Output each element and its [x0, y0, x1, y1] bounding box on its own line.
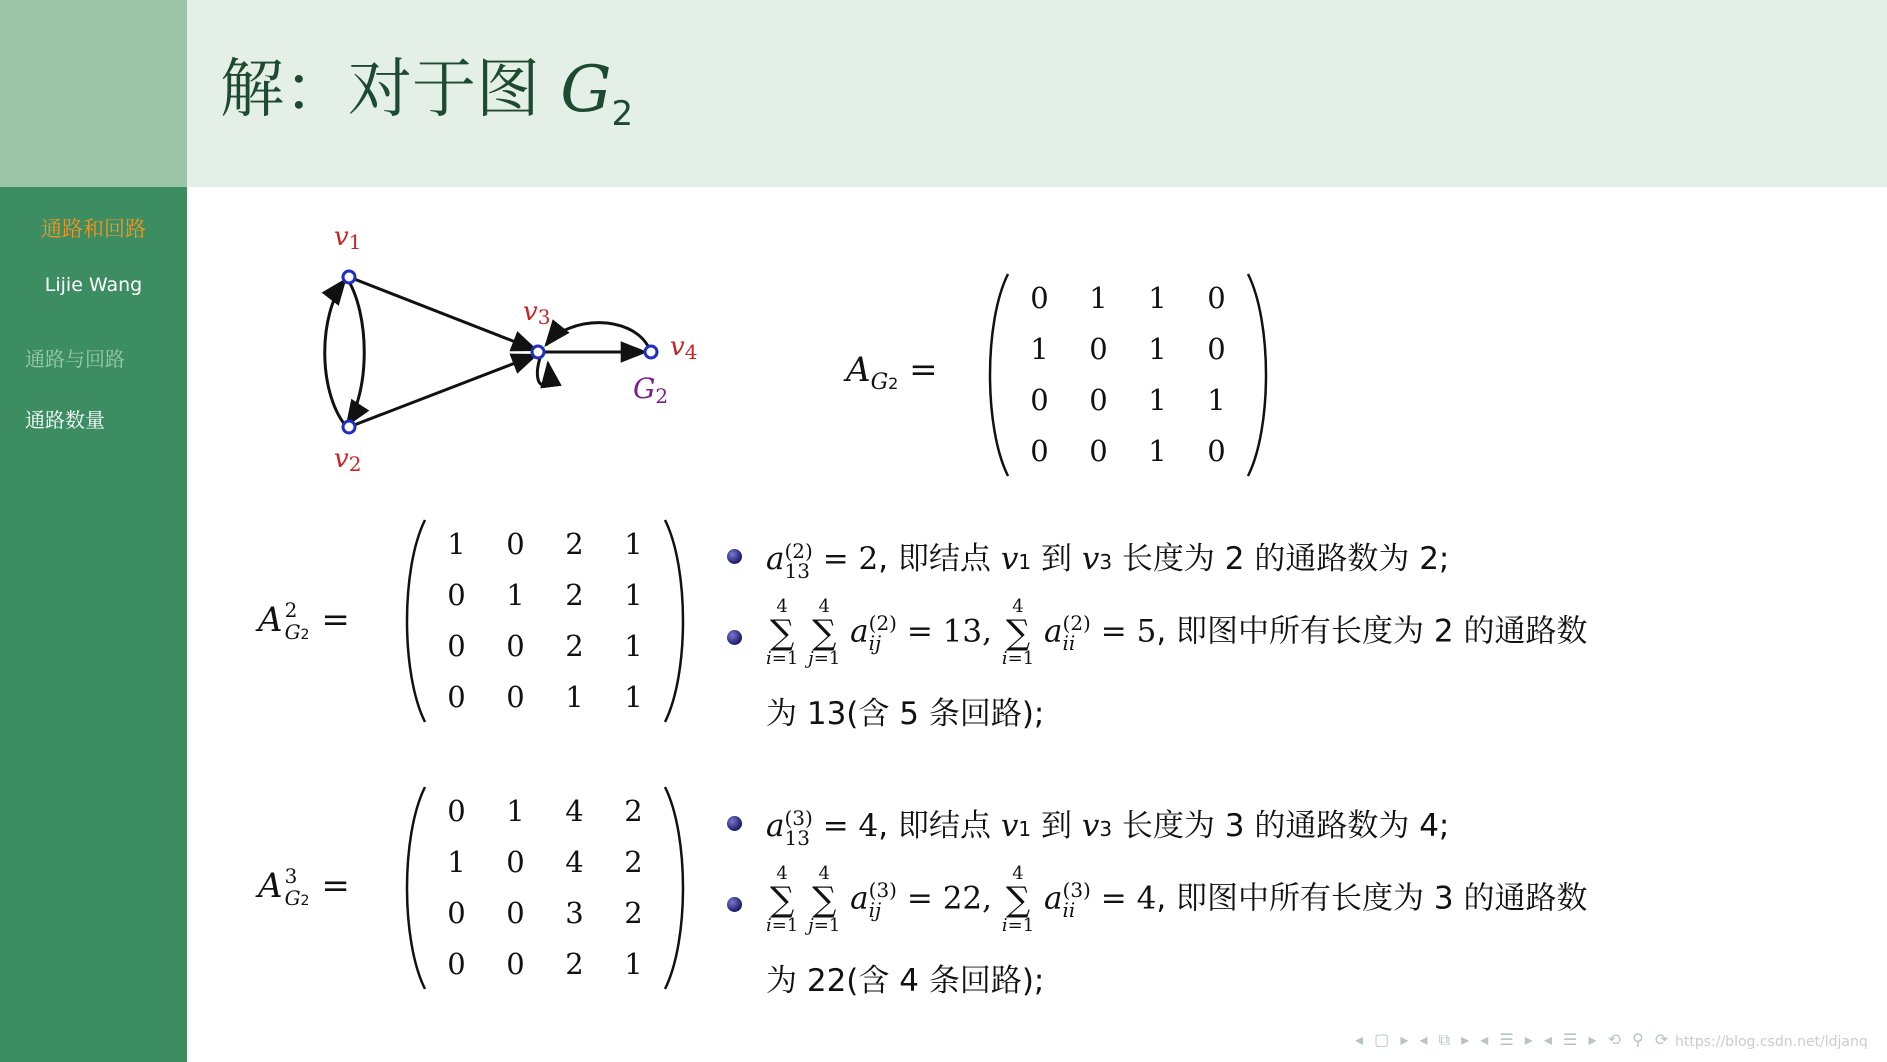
label-v1: v1: [334, 222, 362, 254]
matrix-row: [427, 620, 663, 671]
matrix-cell: 0: [1207, 433, 1226, 468]
watermark: https://blog.csdn.net/ldjanq: [1675, 1034, 1868, 1050]
matrix-cell: 1: [1148, 280, 1167, 315]
matrix-cell: 1: [506, 793, 525, 828]
matrix-cell: 0: [506, 946, 525, 981]
matrix-cell: 2: [565, 946, 584, 981]
sidebar: [0, 0, 187, 1062]
matrix-cell: 0: [447, 628, 466, 663]
bullet-point: [727, 549, 742, 564]
matrix-cell: 0: [447, 679, 466, 714]
matrix-cell: 0: [1030, 280, 1049, 315]
matrix-cell: 0: [447, 793, 466, 828]
matrix-row: [427, 836, 663, 887]
matrix-cell: 1: [1148, 331, 1167, 366]
bullet-a13-cubed: a (3) 13 = 4, 即结点 v1 到 v3 长度为 3 的通路数为 4;: [766, 805, 1450, 850]
bullet-point: [727, 897, 742, 912]
matrix-cell: 2: [624, 793, 643, 828]
matrix-row: [1010, 272, 1246, 323]
matrix-cell: 1: [506, 577, 525, 612]
matrix-cell: 1: [1207, 382, 1226, 417]
matrix-cell: 1: [565, 679, 584, 714]
matrix-cell: 0: [447, 895, 466, 930]
matrix-cell: 0: [506, 895, 525, 930]
matrix-cell: 0: [447, 577, 466, 612]
matrix-cell: 0: [506, 844, 525, 879]
bullet-sum-cubed: 4 ∑ i=1 4 ∑ j=1 a (3) ij = 22, 4 ∑ i=1 a (3) ii = 4, 即图中所有长度为 3 的通路数: [766, 863, 1588, 936]
matrix-cell: 0: [1030, 433, 1049, 468]
matrix-A-label: $A_{G2}$ =: [846, 350, 938, 395]
matrix-cell: 2: [565, 628, 584, 663]
matrix-cell: 0: [1207, 280, 1226, 315]
matrix-cell: 2: [624, 895, 643, 930]
bullet-point: [727, 630, 742, 645]
matrix-cell: 0: [1207, 331, 1226, 366]
matrix-cell: 1: [1030, 331, 1049, 366]
node-v2: [343, 421, 355, 433]
nav-frame-icon[interactable]: ◂ ▢ ▸: [1355, 1030, 1412, 1049]
matrix-cell: 4: [565, 844, 584, 879]
nav-search-icon[interactable]: ⟲ ⚲ ⟳: [1607, 1030, 1672, 1049]
bullet-a13-squared: a (2) 13 = 2, 即结点 v1 到 v3 长度为 2 的通路数为 2;: [766, 538, 1450, 583]
label-v2: v2: [334, 444, 362, 476]
matrix-cell: 0: [1089, 382, 1108, 417]
edge-v3-loop: [537, 358, 548, 385]
matrix-row: [1010, 323, 1246, 374]
matrix-cell: 0: [506, 679, 525, 714]
matrix-row: [427, 938, 663, 989]
node-v3: [532, 346, 544, 358]
matrix-A2-label: A 2 G2 =: [258, 597, 350, 644]
matrix-cell: 1: [1089, 280, 1108, 315]
matrix-cell: 0: [506, 628, 525, 663]
matrix-A: [1010, 272, 1246, 476]
matrix-row: [427, 671, 663, 722]
label-v4: v4: [670, 332, 698, 364]
matrix-A3: [427, 785, 663, 989]
matrix-cell: 1: [447, 526, 466, 561]
graph-name-label: G2: [633, 372, 669, 408]
edge-v1-v2: [347, 278, 364, 425]
node-v1: [343, 271, 355, 283]
matrix-cell: 0: [1030, 382, 1049, 417]
matrix-cell: 0: [447, 946, 466, 981]
matrix-cell: 0: [1089, 331, 1108, 366]
bullet-sum-cubed-line2: 为 22(含 4 条回路);: [766, 963, 1045, 999]
matrix-cell: 3: [565, 895, 584, 930]
matrix-A2: [427, 518, 663, 722]
bullet-sum-squared: 4 ∑ i=1 4 ∑ j=1 a (2) ij = 13, 4 ∑ i=1 a (2) ii = 5, 即图中所有长度为 2 的通路数: [766, 596, 1588, 669]
matrix-cell: 1: [624, 946, 643, 981]
edge-v4-v3: [546, 323, 648, 346]
matrix-row: [427, 518, 663, 569]
matrix-cell: 2: [624, 844, 643, 879]
section-link-paths-circuits[interactable]: 通路与回路: [25, 347, 125, 371]
bullet-sum-squared-line2: 为 13(含 5 条回路);: [766, 696, 1045, 732]
matrix-row: [427, 569, 663, 620]
edge-v2-v1: [325, 280, 345, 425]
matrix-cell: 0: [1089, 433, 1108, 468]
graph-diagram: [300, 215, 720, 485]
beamer-navigation[interactable]: [1355, 1030, 1671, 1050]
nav-document-icon[interactable]: ◂ ☰ ▸: [1543, 1030, 1600, 1049]
matrix-row: [427, 887, 663, 938]
edge-v2-v3: [349, 355, 536, 427]
matrix-A3-label: A 3 G2 =: [258, 863, 350, 910]
matrix-cell: 1: [624, 628, 643, 663]
matrix-cell: 1: [624, 577, 643, 612]
matrix-cell: 4: [565, 793, 584, 828]
matrix-cell: 1: [447, 844, 466, 879]
sidebar-header-block: [0, 0, 187, 187]
matrix-cell: 1: [1148, 433, 1167, 468]
bullet-point: [727, 816, 742, 831]
matrix-row: [1010, 425, 1246, 476]
label-v3: v3: [523, 297, 551, 329]
edge-v1-v3: [349, 277, 536, 350]
matrix-row: [1010, 374, 1246, 425]
author-name: Lijie Wang: [44, 274, 143, 296]
matrix-cell: 2: [565, 526, 584, 561]
matrix-cell: 2: [565, 577, 584, 612]
node-v4: [645, 346, 657, 358]
matrix-cell: 0: [506, 526, 525, 561]
nav-section-icon[interactable]: ◂ ☰ ▸: [1480, 1030, 1536, 1049]
matrix-row: [427, 785, 663, 836]
section-link-path-count[interactable]: 通路数量: [25, 408, 105, 432]
presentation-title[interactable]: 通路和回路: [41, 217, 146, 241]
matrix-cell: 1: [624, 526, 643, 561]
nav-subsection-icon[interactable]: ◂ ⧉ ▸: [1419, 1030, 1473, 1049]
matrix-cell: 1: [624, 679, 643, 714]
slide-title: 解：对于图 $G_2$: [220, 53, 634, 134]
matrix-cell: 1: [1148, 382, 1167, 417]
